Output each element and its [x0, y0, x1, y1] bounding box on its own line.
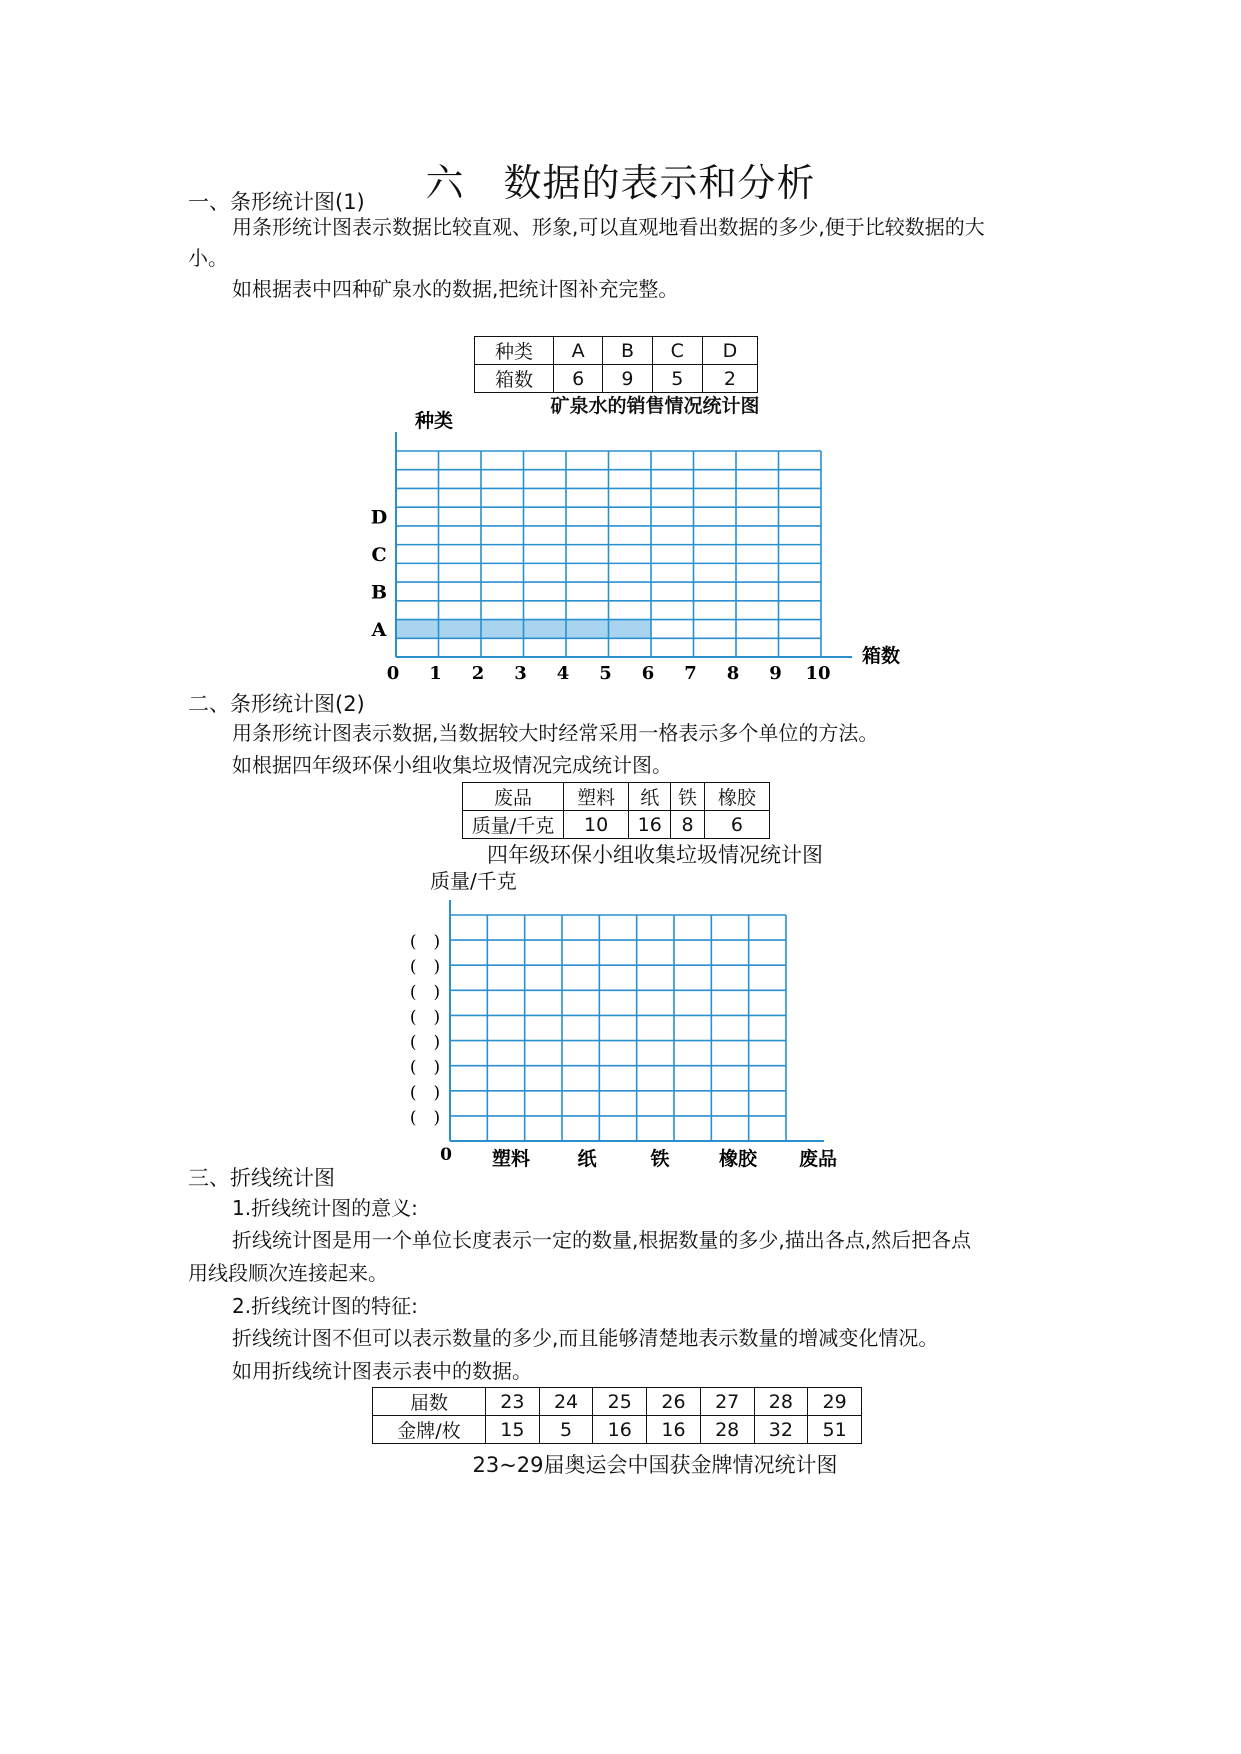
table-cell: 届数 — [373, 1388, 486, 1416]
table-cell: 25 — [593, 1388, 647, 1416]
table-cell: 10 — [564, 811, 629, 839]
x-tick-label: 3 — [514, 663, 527, 684]
table-cell: 16 — [629, 811, 671, 839]
y-tick-blank: ( ) — [409, 1057, 441, 1078]
chart1-title: 矿泉水的销售情况统计图 — [550, 395, 760, 417]
y-category-label: B — [370, 581, 388, 604]
table-cell: A — [554, 337, 603, 365]
section3-sub2: 2.折线统计图的特征: — [232, 1294, 418, 1318]
x-tick-label: 4 — [556, 663, 570, 684]
section1-heading: 一、条形统计图(1) — [188, 190, 365, 214]
table-cell: 16 — [647, 1416, 701, 1444]
section1-para1-line1: 用条形统计图表示数据比较直观、形象,可以直观地看出数据的多少,便于比较数据的大 — [232, 215, 985, 239]
table-cell: 32 — [754, 1416, 808, 1444]
x-category-label: 铁 — [650, 1148, 670, 1170]
section1-para2: 如根据表中四种矿泉水的数据,把统计图补充完整。 — [232, 277, 679, 301]
y-tick-blank: ( ) — [409, 932, 441, 953]
waste-table — [462, 782, 770, 839]
table-cell: 纸 — [629, 783, 671, 811]
x-tick-label: 7 — [684, 663, 697, 684]
table-cell: 6 — [704, 811, 769, 839]
y-tick-blank: ( ) — [409, 1032, 441, 1053]
table-cell: 23 — [486, 1388, 540, 1416]
y-category-label: C — [371, 544, 387, 566]
table-cell: 24 — [539, 1388, 593, 1416]
section3-sub1: 1.折线统计图的意义: — [232, 1196, 418, 1220]
table-cell: 橡胶 — [704, 783, 769, 811]
table-row — [463, 811, 770, 839]
y-tick-blank: ( ) — [409, 1107, 441, 1128]
table-row — [373, 1416, 862, 1444]
section2-para1: 用条形统计图表示数据,当数据较大时经常采用一格表示多个单位的方法。 — [232, 721, 879, 745]
y-tick-blank: ( ) — [409, 1007, 441, 1028]
table-cell: B — [603, 337, 652, 365]
table-cell: 箱数 — [475, 365, 554, 393]
table-cell: 塑料 — [564, 783, 629, 811]
table-cell: 6 — [554, 365, 603, 393]
y-tick-blank: ( ) — [409, 982, 441, 1003]
table-cell: 28 — [700, 1416, 754, 1444]
x-tick-label: 8 — [726, 663, 740, 684]
chart2-y-axis-label: 质量/千克 — [430, 869, 517, 893]
section2-heading: 二、条形统计图(2) — [188, 692, 365, 716]
chart1-plot — [371, 409, 900, 684]
table-cell: 9 — [603, 365, 652, 393]
table-cell: 51 — [808, 1416, 862, 1444]
x-tick-label: 2 — [471, 663, 485, 684]
table-cell: 2 — [702, 365, 757, 393]
section2-para2: 如根据四年级环保小组收集垃圾情况完成统计图。 — [232, 753, 672, 777]
x-category-label: 橡胶 — [718, 1148, 758, 1170]
x-tick-label: 0 — [386, 663, 400, 684]
x-axis-label: 箱数 — [862, 645, 901, 667]
x-tick-label: 10 — [805, 663, 831, 684]
x-tick-label: 5 — [599, 663, 612, 684]
section3-para1-line1: 折线统计图是用一个单位长度表示一定的数量,根据数量的多少,描出各点,然后把各点 — [232, 1228, 972, 1252]
table-cell: 27 — [700, 1388, 754, 1416]
x-tick-label: 1 — [429, 663, 442, 684]
y-axis-label: 种类 — [415, 410, 454, 432]
table-cell: 16 — [593, 1416, 647, 1444]
table-cell: 26 — [647, 1388, 701, 1416]
origin-label: 0 — [440, 1145, 452, 1165]
x-tick-label: 6 — [641, 663, 655, 684]
section3-para2: 折线统计图不但可以表示数量的多少,而且能够清楚地表示数量的增减变化情况。 — [232, 1326, 939, 1350]
section3-para1-line2: 用线段顺次连接起来。 — [188, 1261, 388, 1285]
table-cell: 铁 — [671, 783, 704, 811]
table-cell: 8 — [671, 811, 704, 839]
chart2-title: 四年级环保小组收集垃圾情况统计图 — [487, 843, 823, 867]
y-category-label: A — [371, 618, 387, 641]
section1-para1-line2: 小。 — [188, 246, 228, 270]
table-cell: 废品 — [463, 783, 564, 811]
table-cell: D — [702, 337, 757, 365]
page-title: 六 数据的表示和分析 — [425, 161, 816, 205]
table-cell: 金牌/枚 — [373, 1416, 486, 1444]
table-cell: 29 — [808, 1388, 862, 1416]
x-tick-label: 9 — [769, 663, 782, 684]
y-tick-blank: ( ) — [409, 957, 441, 978]
chart2-plot — [410, 900, 837, 1170]
section3-para3: 如用折线统计图表示表中的数据。 — [232, 1359, 532, 1383]
section3-heading: 三、折线统计图 — [188, 1166, 335, 1190]
table-cell: 种类 — [475, 337, 554, 365]
olympics-table — [372, 1387, 862, 1444]
table-cell: 5 — [652, 365, 702, 393]
table-cell: 15 — [486, 1416, 540, 1444]
table-header-row — [463, 783, 770, 811]
table-cell: C — [652, 337, 702, 365]
x-axis-label: 废品 — [798, 1148, 838, 1170]
x-category-label: 纸 — [577, 1148, 597, 1170]
table-header-row — [373, 1388, 862, 1416]
table-cell: 质量/千克 — [463, 811, 564, 839]
table-cell: 28 — [754, 1388, 808, 1416]
table-cell: 5 — [539, 1416, 593, 1444]
x-category-label: 塑料 — [491, 1148, 531, 1170]
y-tick-blank: ( ) — [409, 1082, 441, 1103]
chart3-title: 23~29届奥运会中国获金牌情况统计图 — [472, 1453, 838, 1477]
y-category-label: D — [370, 506, 388, 529]
